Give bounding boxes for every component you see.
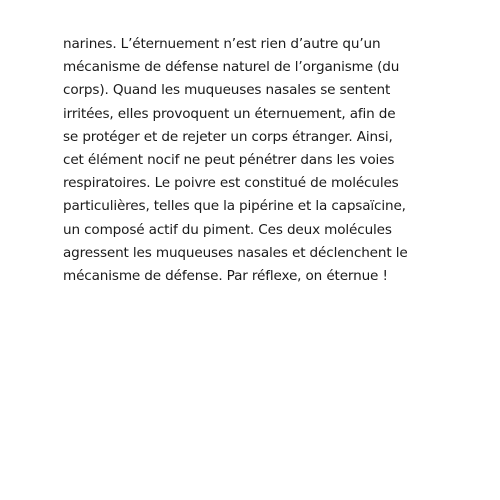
text-line: respiratoires. Le poivre est constitué de molécules [63,175,399,192]
text-line: particulières, telles que la pipérine et la capsaïcine, [63,198,406,215]
text-line: mécanisme de défense naturel de l’organisme (du [63,59,400,76]
text-line: narines. L’éternuement n’est rien d’autre qu’un [63,36,381,52]
text-line: corps). Quand les muqueuses nasales se sentent [63,82,391,99]
text-line: mécanisme de défense. Par réflexe, on éternue ! [63,267,388,284]
text-line: un composé actif du piment. Ces deux molécules [63,221,392,238]
text-line: irritées, elles provoquent un éternuement, afin de [63,105,396,122]
body-paragraph [63,33,463,288]
text-line: se protéger et de rejeter un corps étranger. Ainsi, [63,128,393,145]
text-line: cet élément nocif ne peut pénétrer dans les voies [63,151,395,168]
text-line: agressent les muqueuses nasales et déclenchent le [63,244,408,261]
